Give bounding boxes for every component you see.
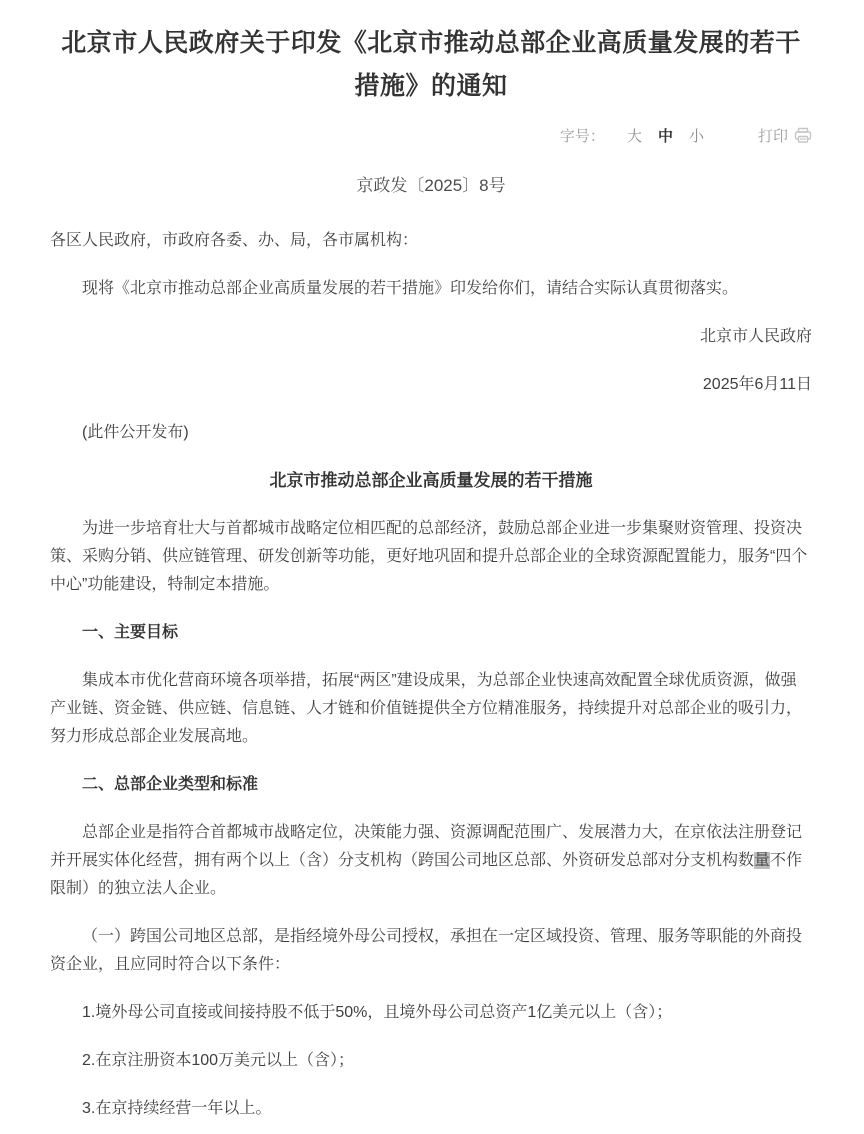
section-2-text-pre: 总部企业是指符合首都城市战略定位，决策能力强、资源调配范围广、发展潜力大，在京依法注册登记并开展实体化经营，拥有两个以上（含）分支机构（跨国公司地区总部、外资研发总部对分支机构数	[50, 824, 803, 869]
section-1-heading: 一、主要目标	[82, 624, 179, 641]
doc-subtitle: 北京市推动总部企业高质量发展的若干措施	[269, 471, 593, 490]
page-title: 北京市人民政府关于印发《北京市推动总部企业高质量发展的若干措施》的通知	[61, 29, 801, 100]
issue-date-line: 2025年6月11日	[702, 376, 812, 393]
font-size-label: 字号：	[559, 128, 605, 145]
issuer-line: 北京市人民政府	[699, 328, 812, 345]
font-size-small-button[interactable]: 小	[688, 128, 704, 145]
item-one-paragraph: （一）跨国公司地区总部，是指经境外母公司授权，承担在一定区域投资、管理、服务等职能的外商投资企业，且应同时符合以下条件：	[50, 928, 803, 973]
intro-paragraph: 为进一步培育壮大与首都城市战略定位相匹配的总部经济，鼓励总部企业进一步集聚财资管理、投资决策、采购分销、供应链管理、研发创新等功能，更好地巩固和提升总部企业的全球资源配置能力，服务“四个中心”功能建设，特制定本措施。	[50, 520, 808, 593]
section-2-text-post: 不作限制）的独立法人企业。	[50, 852, 803, 897]
document-page	[0, 22, 864, 1123]
salutation-line: 各区人民政府，市政府各委、办、局，各市属机构：	[50, 232, 419, 249]
public-release-note: (此件公开发布)	[82, 424, 189, 441]
section-2-heading: 二、总部企业类型和标准	[82, 776, 259, 793]
toolbar	[50, 125, 812, 146]
printer-icon	[794, 127, 812, 144]
condition-3: 3.在京持续经营一年以上。	[82, 1100, 272, 1117]
print-button[interactable]	[758, 125, 812, 146]
doc-number: 京政发〔2025〕8号	[356, 176, 506, 195]
section-2-paragraph	[50, 819, 812, 903]
font-size-medium-button[interactable]: 中	[657, 128, 673, 145]
document-body	[50, 227, 812, 1123]
forward-paragraph: 现将《北京市推动总部企业高质量发展的若干措施》印发给你们，请结合实际认真贯彻落实。	[82, 280, 739, 297]
highlighted-char: 量	[754, 852, 771, 869]
condition-2: 2.在京注册资本100万美元以上（含）；	[82, 1052, 355, 1069]
condition-1: 1.境外母公司直接或间接持股不低于50%，且境外母公司总资产1亿美元以上（含）；	[82, 1004, 673, 1021]
font-size-large-button[interactable]: 大	[626, 128, 642, 145]
section-1-paragraph: 集成本市优化营商环境各项举措，拓展“两区”建设成果，为总部企业快速高效配置全球优质资源，做强产业链、资金链、供应链、信息链、人才链和价值链提供全方位精准服务，持续提升对总部企业的吸引力，努力形成总部企业发展高地。	[50, 672, 803, 745]
print-label: 打印	[757, 128, 788, 145]
